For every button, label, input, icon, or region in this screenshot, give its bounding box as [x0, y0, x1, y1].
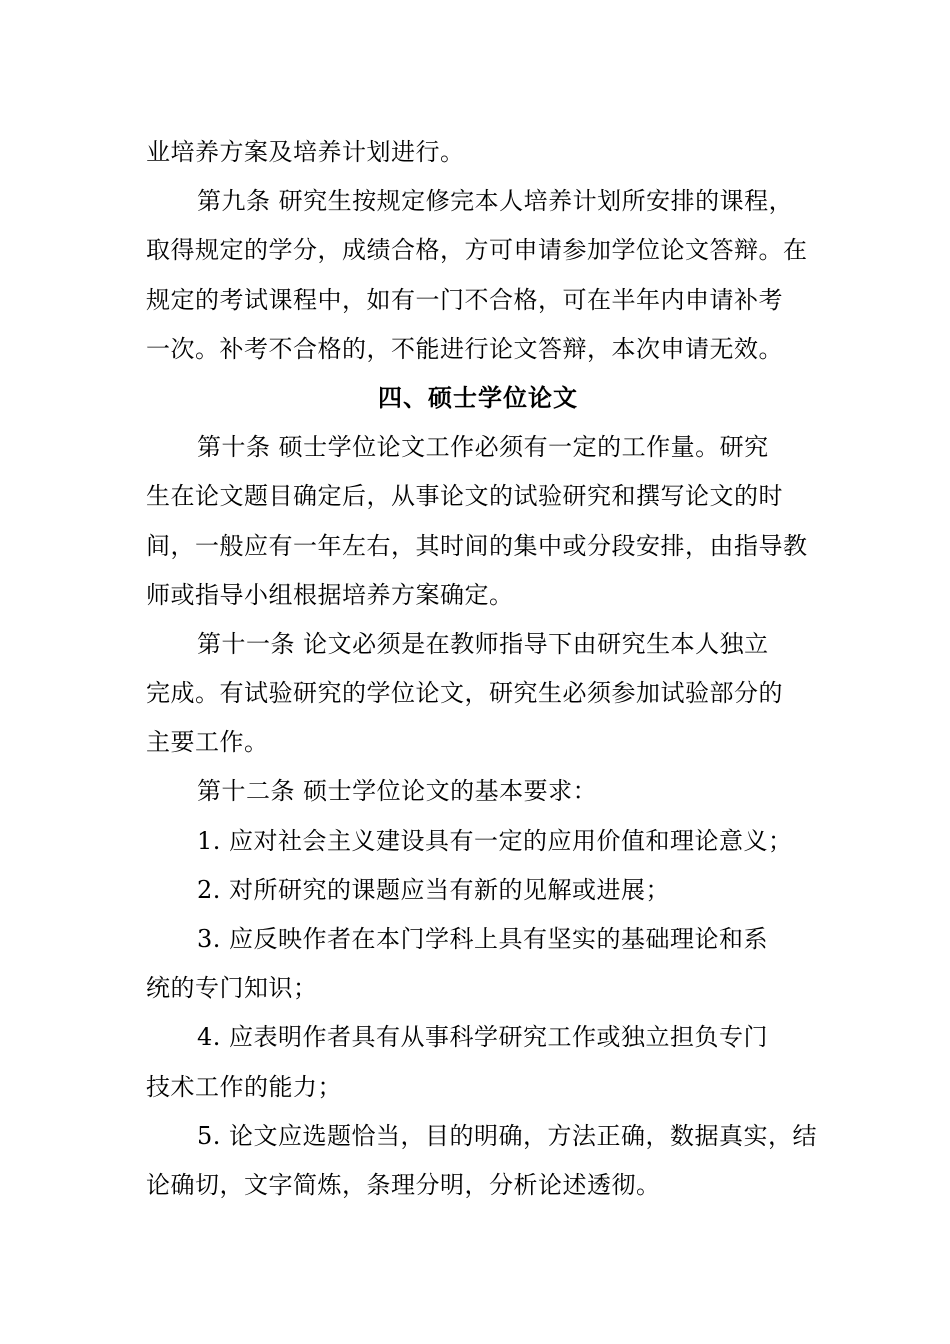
text-line: 2. 对所研究的课题应当有新的见解或进展； — [197, 875, 671, 904]
text-line: 间，一般应有一年左右，其时间的集中或分段安排，由指导教 — [146, 531, 808, 560]
text-line: 第九条 研究生按规定修完本人培养计划所安排的课程， — [197, 187, 794, 216]
text-line: 统的专门知识； — [146, 974, 318, 1003]
paragraph-req-1 — [146, 817, 810, 866]
text-line: 规定的考试课程中，如有一门不合格，可在半年内申请补考 — [146, 285, 783, 314]
paragraph-req-3 — [146, 915, 810, 1013]
text-line: 5. 论文应选题恰当，目的明确，方法正确，数据真实，结 — [197, 1121, 818, 1150]
text-line: 第十一条 论文必须是在教师指导下由研究生本人独立 — [197, 629, 769, 658]
text-line: 主要工作。 — [146, 728, 269, 757]
paragraph-req-4 — [146, 1013, 810, 1111]
paragraph-article-11 — [146, 620, 810, 768]
section-heading-text: 四、硕士学位论文 — [378, 383, 578, 412]
section-heading — [146, 374, 810, 423]
text-line: 技术工作的能力； — [146, 1072, 342, 1101]
paragraph-article-9 — [146, 177, 810, 374]
text-line: 师或指导小组根据培养方案确定。 — [146, 580, 514, 609]
paragraph-p-prev-end — [146, 128, 810, 177]
text-line: 生在论文题目确定后，从事论文的试验研究和撰写论文的时 — [146, 482, 783, 511]
text-line: 第十二条 硕士学位论文的基本要求： — [197, 777, 598, 806]
text-line: 一次。补考不合格的，不能进行论文答辩，本次申请无效。 — [146, 334, 783, 363]
paragraph-article-10 — [146, 423, 810, 620]
text-line: 1. 应对社会主义建设具有一定的应用价值和理论意义； — [197, 826, 793, 855]
text-line: 论确切，文字简炼，条理分明，分析论述透彻。 — [146, 1170, 661, 1199]
text-line: 完成。有试验研究的学位论文，研究生必须参加试验部分的 — [146, 679, 783, 708]
text-line: 4. 应表明作者具有从事科学研究工作或独立担负专门 — [197, 1023, 769, 1052]
paragraph-req-2 — [146, 866, 810, 915]
paragraph-req-5 — [146, 1112, 818, 1210]
text-line: 业培养方案及培养计划进行。 — [146, 138, 465, 166]
text-line: 3. 应反映作者在本门学科上具有坚实的基础理论和系 — [197, 925, 769, 953]
document-page — [146, 128, 818, 1210]
text-line: 取得规定的学分，成绩合格，方可申请参加学位论文答辩。在 — [146, 236, 808, 265]
paragraph-article-12 — [146, 767, 810, 816]
text-line: 第十条 硕士学位论文工作必须有一定的工作量。研究 — [197, 433, 769, 462]
